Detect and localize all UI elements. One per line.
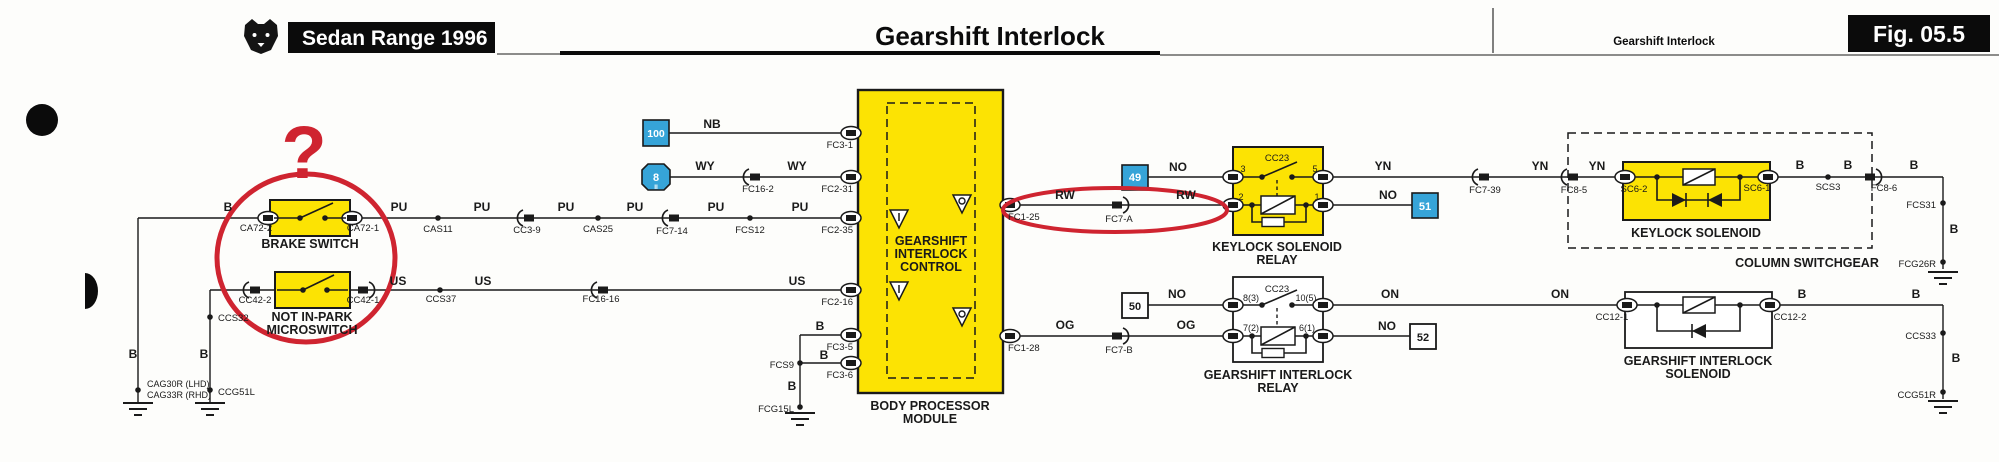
- scan-artifacts: [26, 104, 98, 309]
- wire-b-brake: B: [223, 200, 233, 214]
- id-fc7-14: FC7-14: [656, 226, 688, 237]
- splice-ccg51r: [1940, 389, 1946, 395]
- wire-yn-2: YN: [1531, 159, 1549, 173]
- id-fc2-31: FC2-31: [821, 184, 853, 195]
- pin-fc2-16: [841, 284, 861, 297]
- label-bpm-1: BODY PROCESSOR: [870, 399, 990, 413]
- wire-us-3: US: [788, 274, 806, 288]
- pin-fc1-28: [1000, 330, 1020, 343]
- id-ccs37: CCS37: [425, 294, 457, 305]
- label-microswitch-2: MICROSWITCH: [266, 323, 358, 337]
- wire-b-sc2: B: [1843, 158, 1853, 172]
- splice-fcs31: [1940, 200, 1946, 206]
- wire-pu-6: PU: [791, 200, 809, 214]
- id-cas25: CAS25: [582, 224, 614, 235]
- branch-dot: [1303, 202, 1309, 208]
- wire-b-cc2: B: [1911, 287, 1921, 301]
- label-keylock-relay-2: RELAY: [1256, 253, 1298, 267]
- label-column-switchgear: COLUMN SWITCHGEAR: [1735, 256, 1879, 270]
- id-ca72-2: CA72-2: [239, 223, 273, 234]
- pin-7-2: 7(2): [1242, 323, 1260, 333]
- label-bpm-2: MODULE: [902, 412, 958, 426]
- wire-b-sc1: B: [1795, 158, 1805, 172]
- id-cc42-1: CC42-1: [346, 295, 380, 306]
- wire-b-cc1: B: [1797, 287, 1807, 301]
- id-fcg26r: FCG26R: [1898, 259, 1936, 270]
- id-ccg51l: CCG51L: [218, 387, 255, 398]
- wire-rw-2: RW: [1176, 188, 1196, 202]
- relay-pin-7-2: [1223, 330, 1243, 343]
- branch-dot: [1654, 174, 1660, 180]
- id-ca72-1: CA72-1: [346, 223, 380, 234]
- wire-pu-3: PU: [557, 200, 575, 214]
- pin-8-3: 8(3): [1242, 293, 1260, 303]
- wire-yn-1: YN: [1374, 159, 1392, 173]
- branch-dot: [1249, 333, 1255, 339]
- id-ccg51r: CCG51R: [1897, 390, 1936, 401]
- id-fc8-6: FC8-6: [1870, 183, 1898, 194]
- pin-3: 3: [1240, 164, 1246, 174]
- id-fc2-16: FC2-16: [821, 297, 853, 308]
- ref-52: 52: [1416, 332, 1430, 344]
- page-title: Gearshift Interlock: [875, 21, 1105, 51]
- branch-dot: [1303, 333, 1309, 339]
- splice-fcg15l: [797, 404, 803, 410]
- pin-fc3-5: [841, 329, 861, 342]
- gearshift-interlock-solenoid: [1617, 292, 1780, 348]
- pin-fc3-1: [841, 127, 861, 140]
- punch-dot: [26, 104, 58, 136]
- contact-dot: [324, 287, 330, 293]
- pin-fc2-31: [841, 171, 861, 184]
- label-keylock-relay-1: KEYLOCK SOLENOID: [1212, 240, 1342, 254]
- label-gic-3: CONTROL: [900, 260, 962, 274]
- wire-b-left2: B: [199, 347, 209, 361]
- id-ccs32: CCS32: [218, 313, 249, 324]
- contact-dot: [300, 287, 306, 293]
- id-fcg15l: FCG15L: [758, 404, 794, 415]
- wire-b-left1: B: [128, 347, 138, 361]
- wire-pu-5: PU: [707, 200, 725, 214]
- id-scs3: SCS3: [1815, 182, 1841, 193]
- brand-title: Sedan Range 1996: [302, 27, 488, 50]
- ref-51: 51: [1418, 201, 1432, 213]
- wire-wy-2: WY: [787, 159, 807, 173]
- pin-1: 1: [1314, 192, 1320, 202]
- contact-dot: [1259, 302, 1265, 308]
- splice-fcs9: [797, 360, 803, 366]
- branch-dot: [1654, 302, 1660, 308]
- id-fc3-1: FC3-1: [826, 140, 853, 151]
- wire-on-2: ON: [1551, 287, 1569, 301]
- ref-8: 8: [652, 172, 660, 184]
- pin-6-1: 6(1): [1298, 323, 1316, 333]
- wire-og-2: OG: [1176, 318, 1196, 332]
- id-fc7-a: FC7-A: [1105, 214, 1133, 225]
- label-microswitch-1: NOT IN-PARK: [271, 310, 353, 324]
- label-keylock-solenoid: KEYLOCK SOLENOID: [1631, 226, 1761, 240]
- ref-8-sub: II: [654, 184, 658, 191]
- wire-no-50: NO: [1168, 287, 1186, 301]
- title-underline: [560, 51, 1160, 55]
- id-fcs9: FCS9: [769, 360, 794, 371]
- contact-dot: [1289, 174, 1295, 180]
- id-cc3-9: CC3-9: [513, 225, 541, 236]
- header-subtitle: Gearshift Interlock: [1613, 36, 1715, 48]
- contact-dot: [297, 215, 303, 221]
- id-fc1-25: FC1-25: [1008, 212, 1040, 223]
- id-sc6-2: SC6-2: [1620, 184, 1648, 195]
- wire-yn-3: YN: [1588, 159, 1606, 173]
- contact-dot: [1289, 302, 1295, 308]
- id-cc12-2: CC12-2: [1773, 312, 1807, 323]
- id-fc1-28: FC1-28: [1008, 343, 1040, 354]
- question-mark-annotation: ?: [281, 111, 327, 194]
- wire-on-1: ON: [1381, 287, 1399, 301]
- pin-cc12-2: [1760, 299, 1780, 312]
- wire-nb: NB: [703, 117, 721, 131]
- id-fc7-b: FC7-B: [1105, 345, 1133, 356]
- label-gi-solenoid-1: GEARSHIFT INTERLOCK: [1623, 354, 1773, 368]
- not-in-park-microswitch: [275, 272, 350, 308]
- wire-b-fcs9: B: [787, 379, 797, 393]
- splice-cag30r: [135, 387, 141, 393]
- id-cc23-top: CC23: [1264, 153, 1290, 164]
- contact-dot: [322, 215, 328, 221]
- wire-rw-1: RW: [1055, 188, 1075, 202]
- id-cag33r: CAG33R (RHD): [147, 390, 212, 400]
- wire-b-vr2: B: [1951, 351, 1961, 365]
- wire-no-51: NO: [1379, 188, 1397, 202]
- pin-10-5: 10(5): [1295, 293, 1317, 303]
- id-fc16-16: FC16-16: [582, 294, 620, 305]
- id-fc2-35: FC2-35: [821, 225, 853, 236]
- wire-wy-1: WY: [695, 159, 715, 173]
- binder-mark: [85, 273, 98, 309]
- wire-pu-1: PU: [390, 200, 408, 214]
- branch-dot: [1249, 202, 1255, 208]
- header: [244, 8, 1999, 55]
- wire-no-49: NO: [1169, 160, 1187, 174]
- pin-fc3-6: [841, 357, 861, 370]
- label-gi-relay-2: RELAY: [1257, 381, 1299, 395]
- id-sc6-1: SC6-1: [1743, 183, 1771, 194]
- id-fcs31: FCS31: [1906, 200, 1936, 211]
- id-cc12-1: CC12-1: [1595, 312, 1629, 323]
- pin-sc6-1: [1758, 171, 1778, 184]
- wire-us-1: US: [389, 274, 407, 288]
- contact-dot: [1259, 174, 1265, 180]
- ground-ccg51l: [195, 403, 225, 415]
- wire-b-fc36: B: [819, 348, 829, 362]
- splice-scs3: [1825, 174, 1831, 180]
- label-gic-2: INTERLOCK: [894, 247, 968, 261]
- relay-pin-8-3: [1223, 299, 1243, 312]
- branch-dot: [1737, 174, 1743, 180]
- pin-2: 2: [1238, 192, 1244, 202]
- pin-5: 5: [1312, 164, 1318, 174]
- pin-fc2-35: [841, 212, 861, 225]
- ref-49: 49: [1128, 172, 1142, 184]
- ground-fcg26r: [1928, 272, 1958, 284]
- label-brake-switch: BRAKE SWITCH: [261, 237, 359, 251]
- id-cc23-bottom: CC23: [1264, 284, 1290, 295]
- id-fc16-2: FC16-2: [742, 184, 774, 195]
- ground-ccg51r: [1928, 401, 1958, 413]
- relay-pin-6-1: [1313, 330, 1333, 343]
- splice-cas25: [595, 215, 601, 221]
- pin-sc6-2: [1615, 171, 1635, 184]
- branch-dot: [1737, 302, 1743, 308]
- figure-number: Fig. 05.5: [1872, 21, 1966, 47]
- splice-fcg26r: [1940, 259, 1946, 265]
- splice-ccs32: [207, 314, 213, 320]
- ground-cag30r: [123, 403, 153, 415]
- pin-cc12-1: [1617, 299, 1637, 312]
- id-cc42-2: CC42-2: [238, 295, 272, 306]
- label-gi-solenoid-2: SOLENOID: [1665, 367, 1731, 381]
- splice-cas11: [435, 215, 441, 221]
- splice-ccs37: [437, 287, 443, 293]
- id-fc3-5: FC3-5: [826, 342, 853, 353]
- label-gic-1: GEARSHIFT: [894, 234, 968, 248]
- id-cag30r: CAG30R (LHD): [147, 379, 210, 389]
- splice-fcs12: [747, 215, 753, 221]
- wire-us-2: US: [474, 274, 492, 288]
- wire-b-fc35: B: [815, 319, 825, 333]
- wire-b-sc3: B: [1909, 158, 1919, 172]
- jaguar-logo-icon: [244, 19, 278, 54]
- wire-no-52: NO: [1378, 319, 1396, 333]
- wire-pu-2: PU: [473, 200, 491, 214]
- wire-og-1: OG: [1055, 318, 1075, 332]
- id-fc7-39: FC7-39: [1469, 185, 1501, 196]
- id-fc8-5: FC8-5: [1560, 185, 1588, 196]
- id-ccs33: CCS33: [1905, 331, 1936, 342]
- wire-pu-4: PU: [626, 200, 644, 214]
- id-fc3-6: FC3-6: [826, 370, 853, 381]
- id-cas11: CAS11: [423, 224, 453, 235]
- label-gi-relay-1: GEARSHIFT INTERLOCK: [1203, 368, 1353, 382]
- wire-b-vr1: B: [1949, 222, 1959, 236]
- ref-50: 50: [1128, 301, 1142, 313]
- splice-ccs33: [1940, 330, 1946, 336]
- id-fcs12: FCS12: [735, 225, 765, 236]
- ref-100: 100: [647, 128, 665, 140]
